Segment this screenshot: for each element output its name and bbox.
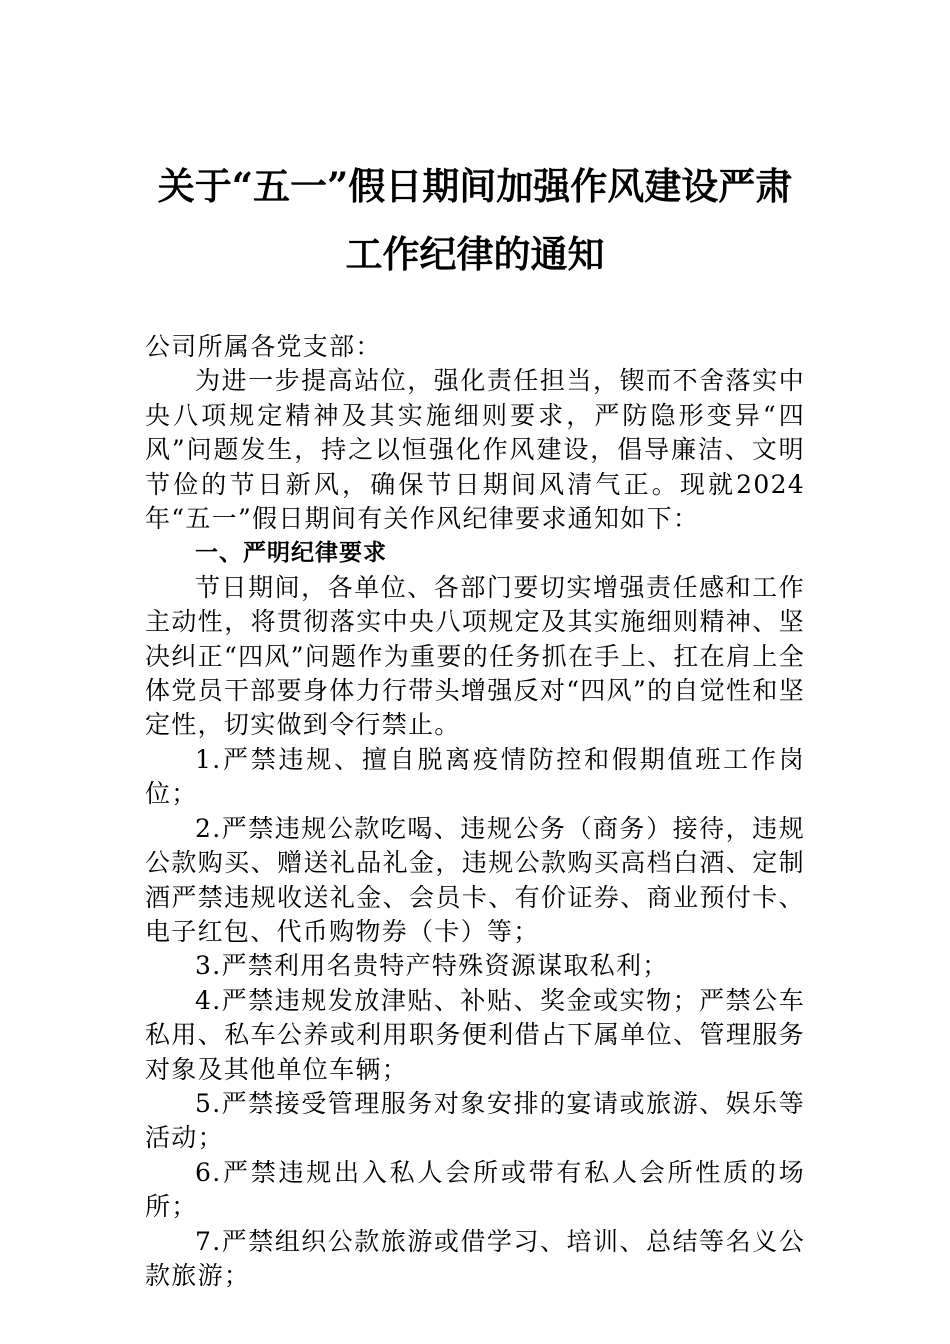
salutation: 公司所属各党支部： [145,332,382,361]
section-paragraph: 节日期间，各单位、各部门要切实增强责任感和工作主动性，将贯彻落实中央八项规定及其实施细则精神、坚决纠正“四风”问题作为重要的任务抓在手上、扛在肩上全体党员干部要身体力行带头增强反对“四风”的自觉性和坚定性，切实做到令行禁止。 [145,572,805,740]
intro-paragraph: 为进一步提高站位，强化责任担当，锲而不舍落实中央八项规定精神及其实施细则要求，严防隐形变异“四风”问题发生，持之以恒强化作风建设，倡导廉洁、文明节俭的节日新风，确保节日期间风清气正。现就2024年“五一”假日期间有关作风纪律要求通知如下： [145,366,805,534]
list-item: 1.严禁违规、擅自脱离疫情防控和假期值班工作岗位； [145,744,805,809]
document-title-line-2: 工作纪律的通知 [345,232,605,276]
document-title-line-1: 关于“五一”假日期间加强作风建设严肃 [157,164,793,208]
section-heading: 一、严明纪律要求 [195,540,387,567]
document-body [145,330,805,1293]
list-item: 5.严禁接受管理服务对象安排的宴请或旅游、娱乐等活动； [145,1088,805,1153]
list-item: 4.严禁违规发放津贴、补贴、奖金或实物；严禁公车私用、私车公养或利用职务便利借占下属单位、管理服务对象及其他单位车辆； [145,985,805,1084]
list-item: 2.严禁违规公款吃喝、违规公务（商务）接待，违规公款购买、赠送礼品礼金，违规公款购买高档白酒、定制酒严禁违规收送礼金、会员卡、有价证券、商业预付卡、电子红包、代币购物券（卡）等； [145,813,805,946]
list-item: 3.严禁利用名贵特产特殊资源谋取私利； [195,951,669,981]
list-item: 7.严禁组织公款旅游或借学习、培训、总结等名义公款旅游； [145,1226,805,1290]
list-item: 6.严禁违规出入私人会所或带有私人会所性质的场所； [145,1157,805,1222]
